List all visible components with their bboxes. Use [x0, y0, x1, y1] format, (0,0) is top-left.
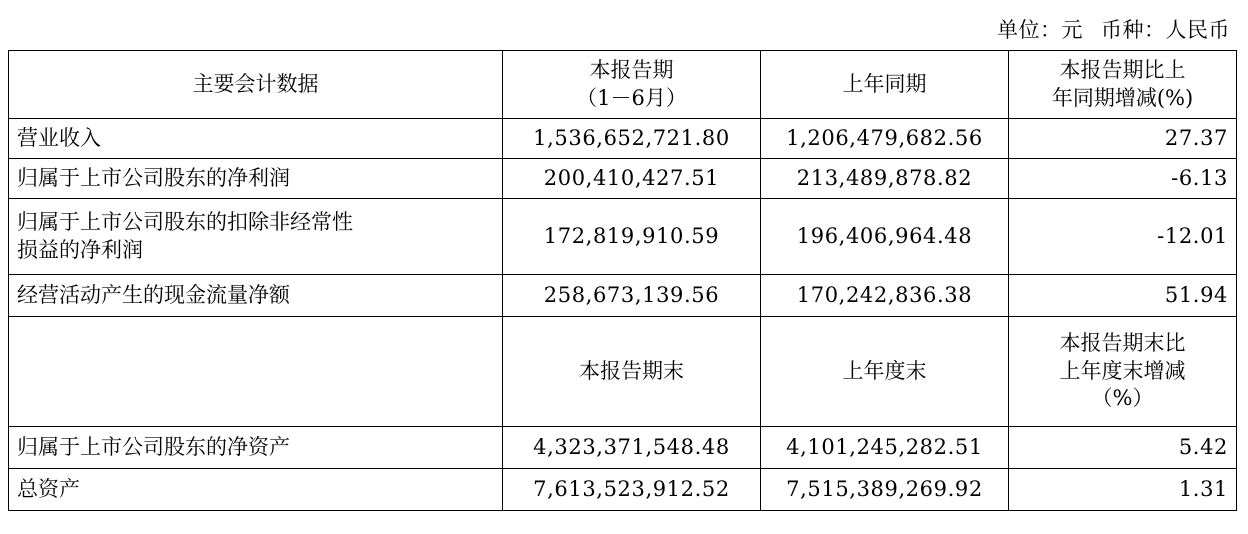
- header-previous-year-end: 上年度末: [761, 317, 1009, 427]
- row-current-total-assets: 7,613,523,912.52: [503, 469, 761, 511]
- row-label-net-profit-excl-nonrecurring: [9, 199, 503, 275]
- row-label-net-assets: 归属于上市公司股东的净资产: [9, 427, 503, 469]
- row-label-total-assets: 总资产: [9, 469, 503, 511]
- table-row: [9, 469, 1237, 511]
- row-previous-net-assets: 4,101,245,282.51: [761, 427, 1009, 469]
- table-row: [9, 427, 1237, 469]
- row-label-operating-cash-flow: 经营活动产生的现金流量净额: [9, 275, 503, 317]
- header-current-period-line1: 本报告期: [589, 57, 674, 82]
- row-label-net-profit: 归属于上市公司股东的净利润: [9, 159, 503, 199]
- header-change-period-line2: 年同期增减(%): [1051, 85, 1194, 110]
- header-current-period-line2: （1－6月）: [576, 85, 687, 110]
- row-previous-operating-cash-flow: 170,242,836.38: [761, 275, 1009, 317]
- row-previous-net-profit-excl-nonrecurring: 196,406,964.48: [761, 199, 1009, 275]
- header-change-balance: [1009, 317, 1237, 427]
- header-main-accounting-data: 主要会计数据: [9, 51, 503, 119]
- row-label-line2: 损益的净利润: [17, 237, 143, 262]
- row-change-net-assets: 5.42: [1009, 427, 1237, 469]
- header-change-period-line1: 本报告期比上: [1059, 57, 1186, 82]
- header-change-period: [1009, 51, 1237, 119]
- cropped-heading-strip: [0, 0, 1248, 14]
- header-current-period: [503, 51, 761, 119]
- row-change-total-assets: 1.31: [1009, 469, 1237, 511]
- table-header-row-period: [9, 51, 1237, 119]
- header-change-balance-line2: 上年度末增减: [1059, 358, 1186, 383]
- row-change-net-profit: -6.13: [1009, 159, 1237, 199]
- row-current-net-profit: 200,410,427.51: [503, 159, 761, 199]
- table-row: [9, 119, 1237, 159]
- header-change-balance-line3: （%）: [1091, 386, 1154, 411]
- table-header-row-balance: [9, 317, 1237, 427]
- row-change-net-profit-excl-nonrecurring: -12.01: [1009, 199, 1237, 275]
- row-current-net-assets: 4,323,371,548.48: [503, 427, 761, 469]
- unit-label: 单位：元: [997, 18, 1083, 42]
- financial-data-table: [8, 50, 1237, 511]
- row-current-revenue: 1,536,652,721.80: [503, 119, 761, 159]
- row-previous-revenue: 1,206,479,682.56: [761, 119, 1009, 159]
- header-current-period-end: 本报告期末: [503, 317, 761, 427]
- unit-currency-note: [997, 14, 1230, 44]
- row-label-revenue: 营业收入: [9, 119, 503, 159]
- table-row: [9, 199, 1237, 275]
- row-label-line1: 归属于上市公司股东的扣除非经常性: [17, 209, 353, 234]
- header-previous-period: 上年同期: [761, 51, 1009, 119]
- row-current-net-profit-excl-nonrecurring: 172,819,910.59: [503, 199, 761, 275]
- currency-label: 币种：人民币: [1101, 18, 1230, 42]
- row-previous-total-assets: 7,515,389,269.92: [761, 469, 1009, 511]
- row-current-operating-cash-flow: 258,673,139.56: [503, 275, 761, 317]
- row-change-revenue: 27.37: [1009, 119, 1237, 159]
- header-balance-empty-cell: [9, 317, 503, 427]
- row-change-operating-cash-flow: 51.94: [1009, 275, 1237, 317]
- row-previous-net-profit: 213,489,878.82: [761, 159, 1009, 199]
- table-row: [9, 159, 1237, 199]
- table-row: [9, 275, 1237, 317]
- header-change-balance-line1: 本报告期末比: [1059, 330, 1186, 355]
